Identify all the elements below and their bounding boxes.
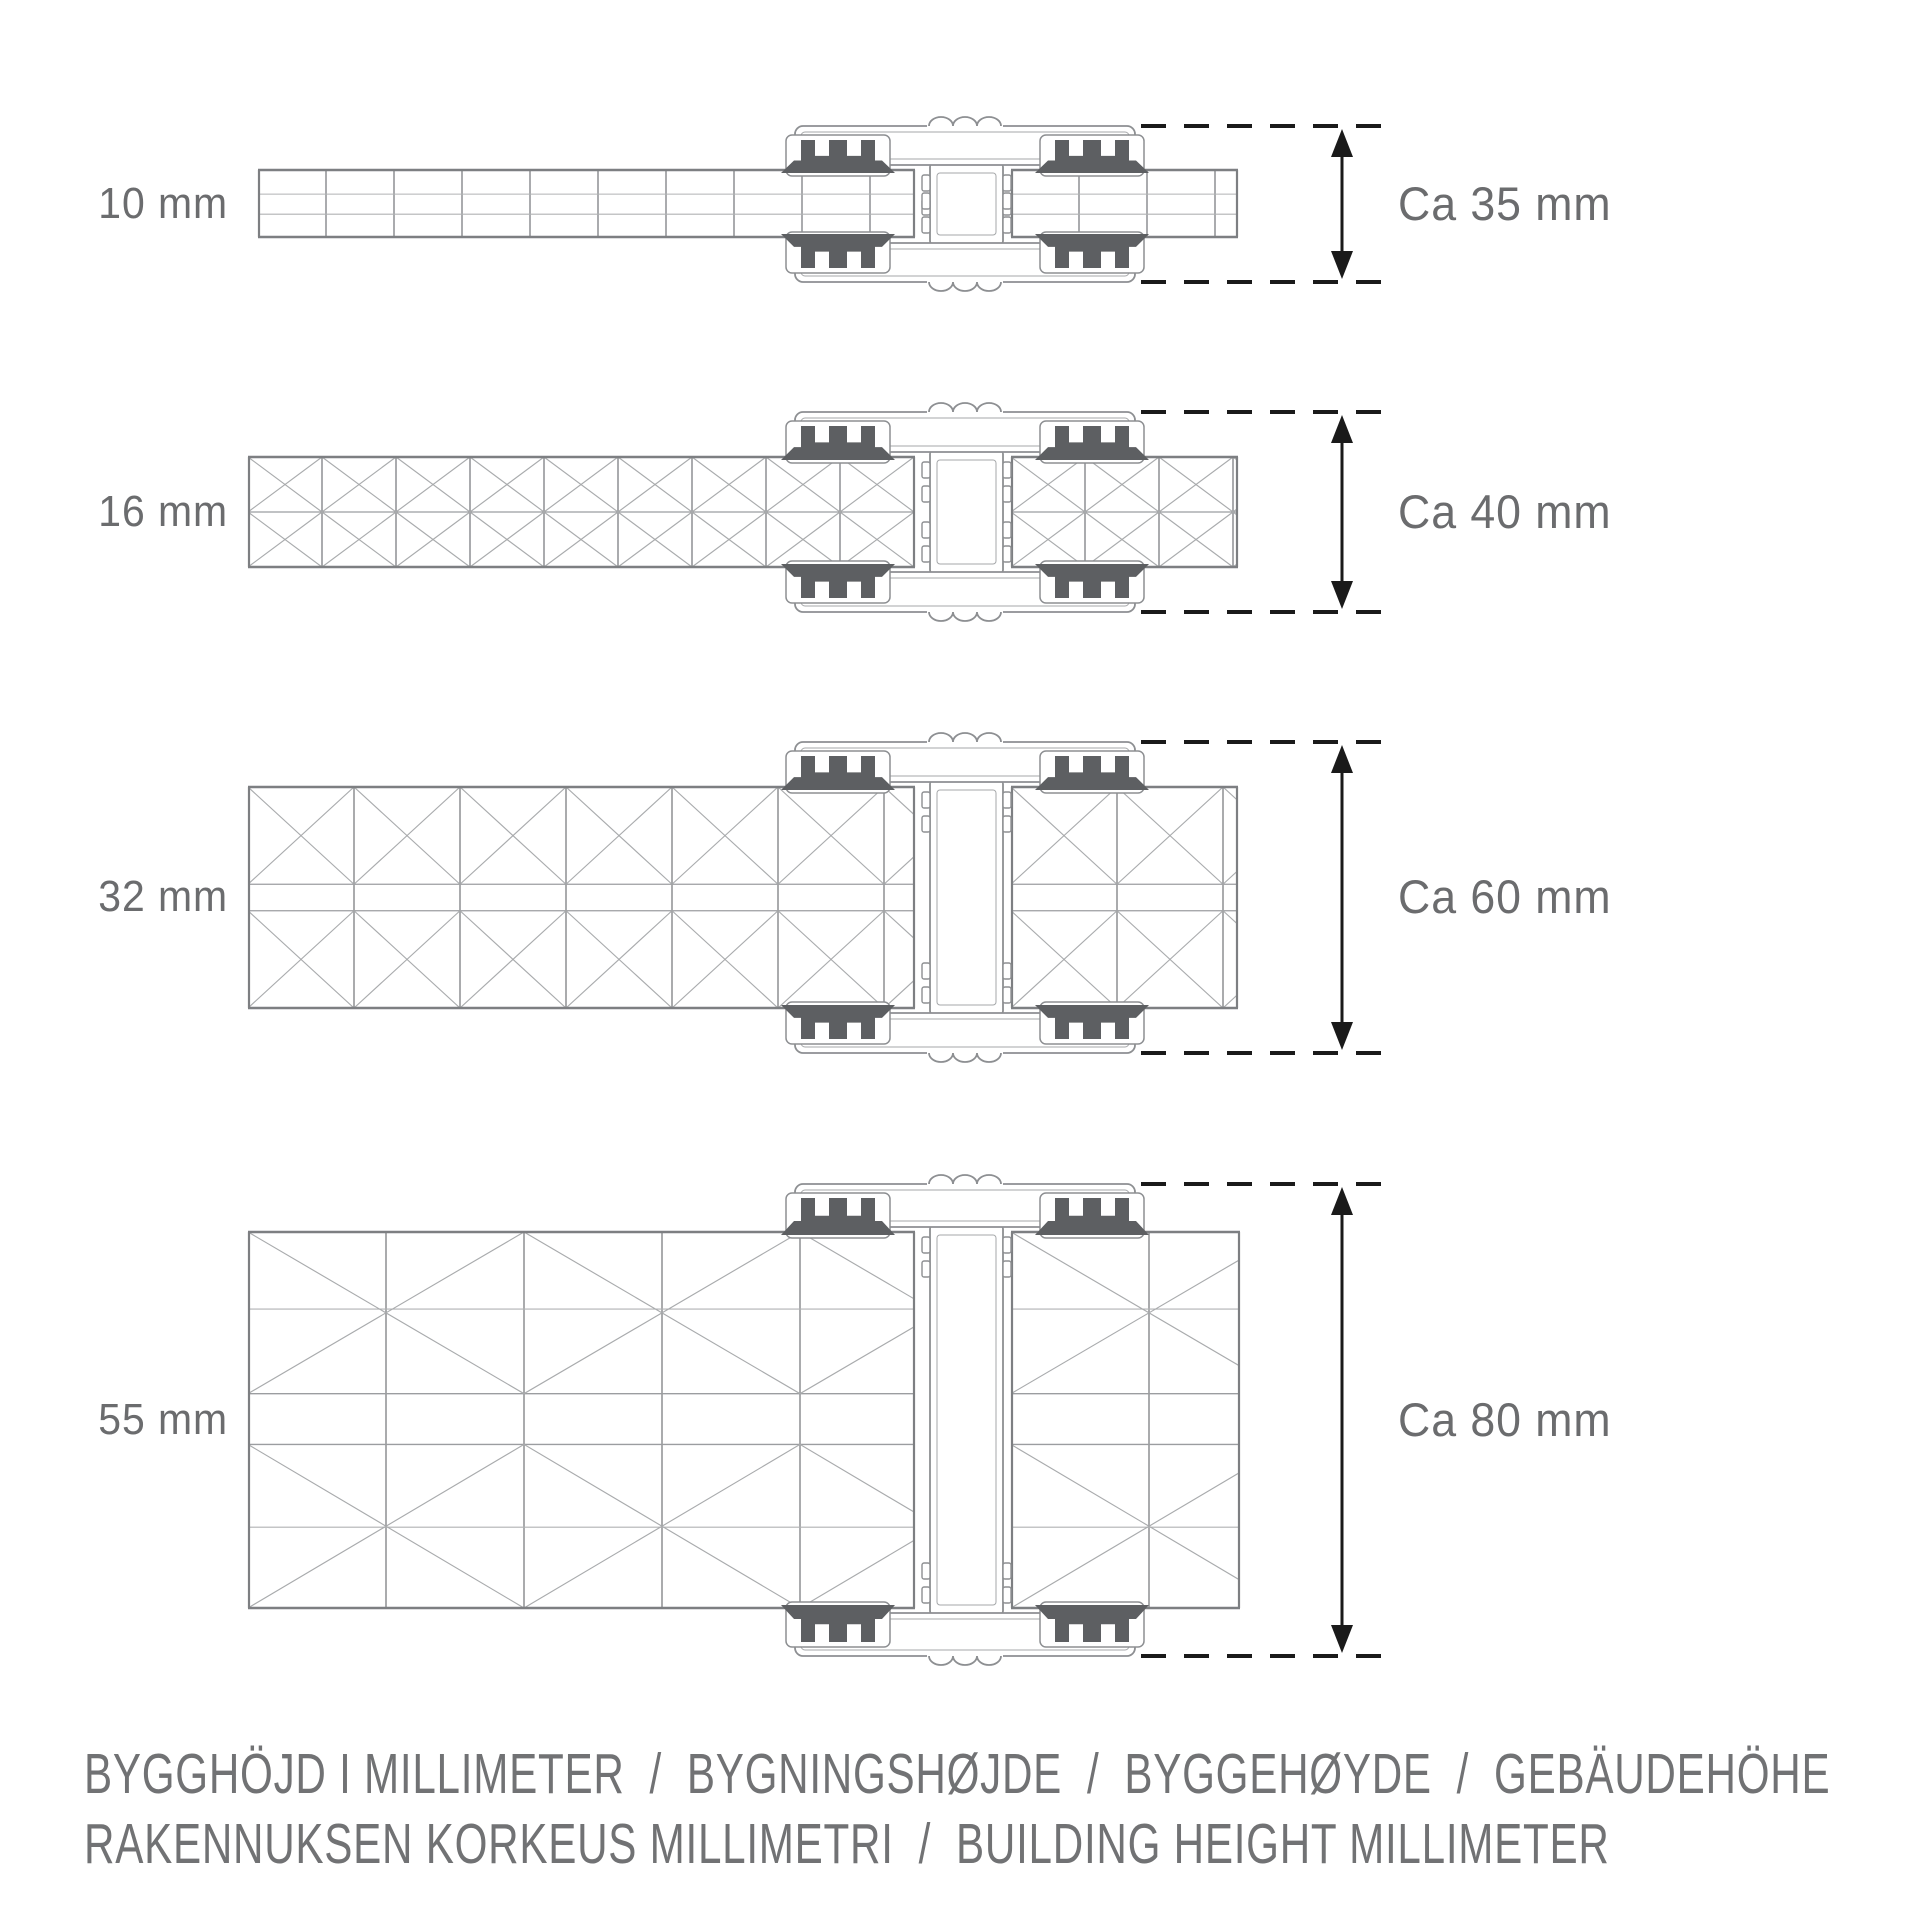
- height-dimension-arrow: [1331, 415, 1353, 609]
- caption-line-2: RAKENNUKSEN KORKEUS MILLIMETRI / BUILDING HEIGHT MILLIMETER: [84, 1812, 1610, 1876]
- panel-section: [1011, 457, 1307, 567]
- caption-line-1: BYGGHÖJD I MILLIMETER / BYGNINGSHØJDE / BYGGEHØYDE / GEBÄUDEHÖHE: [84, 1742, 1831, 1806]
- panel-section: [1011, 787, 1329, 1008]
- height-dimension-arrow: [1331, 745, 1353, 1050]
- panel-section: [1011, 170, 1238, 237]
- panel-section: [248, 787, 990, 1008]
- connector-profile: [781, 733, 1149, 1062]
- connector-profile: [781, 1175, 1149, 1665]
- row-10mm: [258, 117, 1392, 291]
- thickness-label-16mm: 16 mm: [98, 487, 228, 536]
- building-height-label-60mm: Ca 60 mm: [1398, 870, 1612, 923]
- dimension: [1141, 1184, 1392, 1656]
- panel-section: [248, 457, 988, 567]
- height-dimension-arrow: [1331, 1187, 1353, 1653]
- dimension: [1141, 126, 1392, 282]
- panel-section: [1011, 1232, 1287, 1608]
- building-height-label-80mm: Ca 80 mm: [1398, 1393, 1612, 1446]
- row-16mm: [248, 403, 1392, 621]
- connector-profile: [781, 117, 1149, 291]
- panel-section: [258, 170, 915, 237]
- height-dimension-arrow: [1331, 129, 1353, 279]
- thickness-label-32mm: 32 mm: [98, 872, 228, 921]
- thickness-label-10mm: 10 mm: [98, 179, 228, 228]
- row-55mm: [248, 1175, 1392, 1665]
- building-height-label-35mm: Ca 35 mm: [1398, 177, 1612, 230]
- thickness-label-55mm: 55 mm: [98, 1395, 228, 1444]
- row-32mm: [248, 733, 1392, 1062]
- building-height-label-40mm: Ca 40 mm: [1398, 485, 1612, 538]
- dimension: [1141, 742, 1392, 1053]
